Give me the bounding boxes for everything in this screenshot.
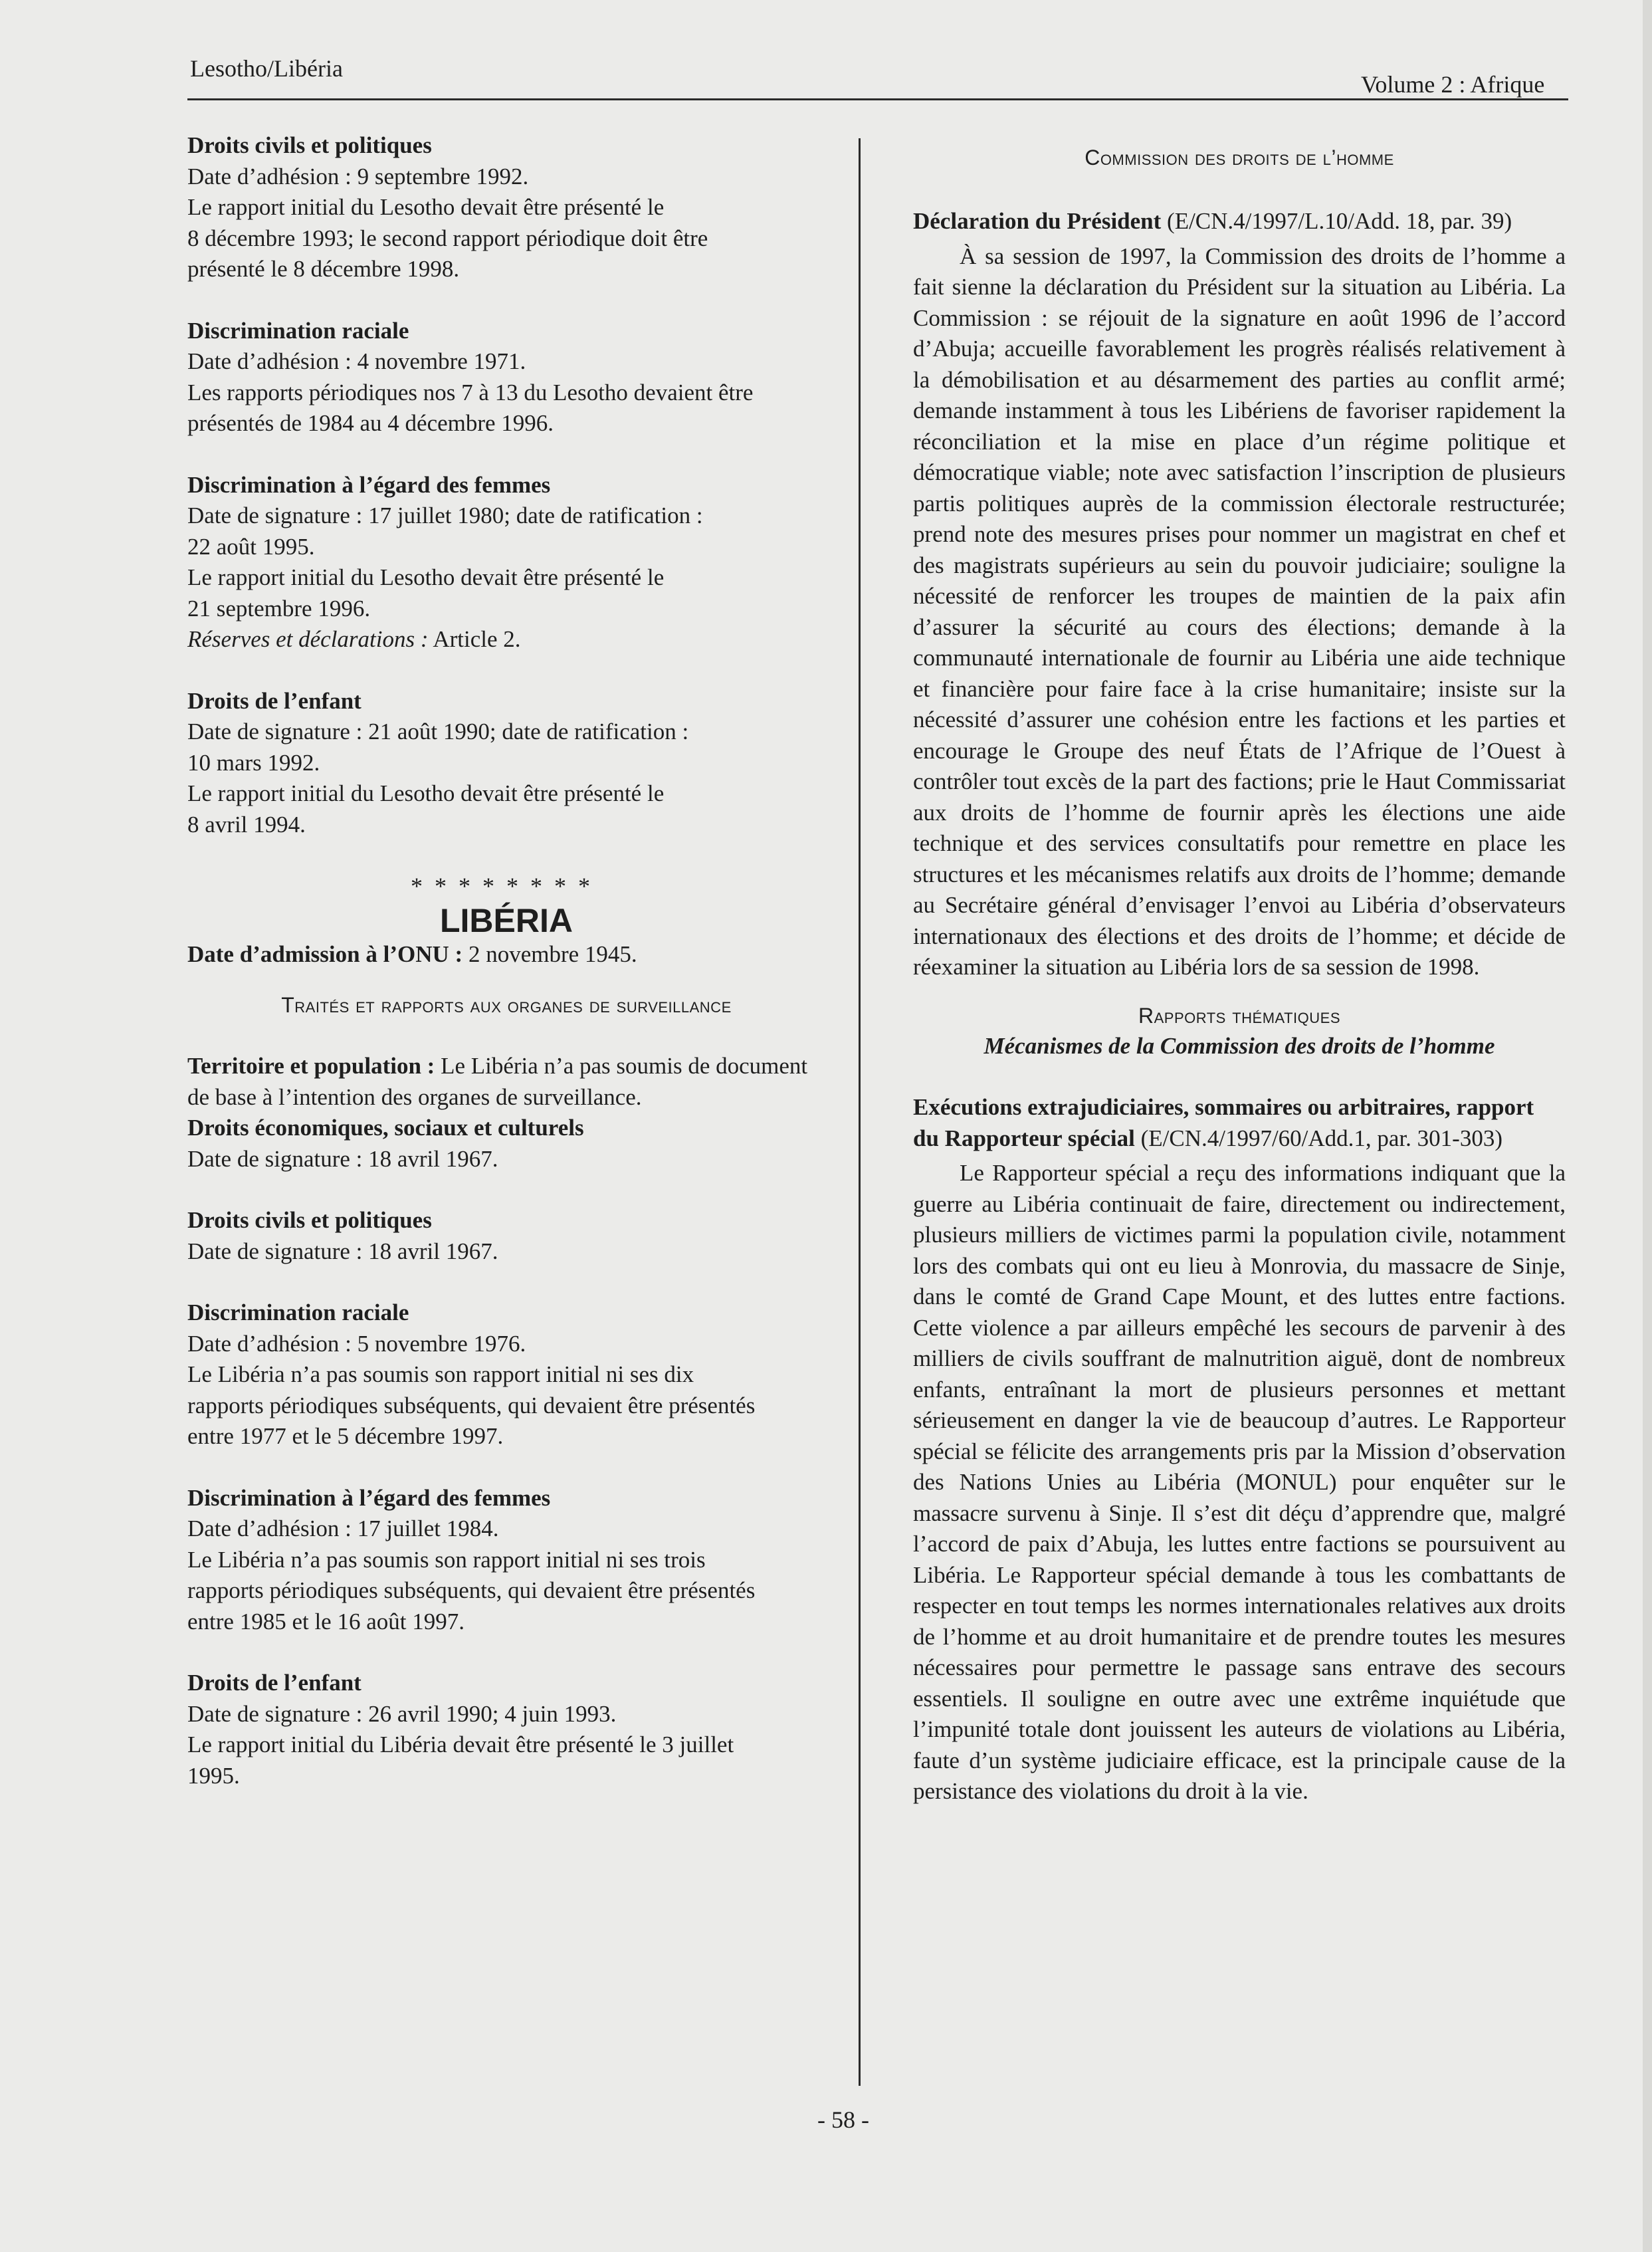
section-line: entre 1985 et le 16 août 1997. — [187, 1608, 465, 1634]
header-rule — [187, 98, 1568, 100]
section-line: 8 avril 1994. — [187, 811, 306, 838]
territory-label: Territoire et population : — [187, 1053, 435, 1079]
territory-value: Le Libéria n’a pas soumis de document de base à l’intention des organes de surveillance. — [187, 1053, 808, 1110]
section-line: rapports périodiques subséquents, qui devaient être présentés — [187, 1392, 756, 1418]
section-line: Date d’adhésion : 4 novembre 1971. — [187, 348, 526, 374]
liberia-section — [187, 1113, 825, 1175]
section-line: présentés de 1984 au 4 décembre 1996. — [187, 410, 554, 436]
running-header-right: Volume 2 : Afrique — [1361, 71, 1545, 98]
reserves-line — [187, 624, 825, 655]
section-line: 1995. — [187, 1762, 240, 1789]
running-header-left: Lesotho/Libéria — [190, 55, 343, 82]
section-line: Le rapport initial du Lesotho devait être présenté le — [187, 564, 665, 590]
lesotho-section — [187, 470, 825, 655]
thematic-subheading: Mécanismes de la Commission des droits de l’homme — [983, 1032, 1495, 1059]
section-title: Droits économiques, sociaux et culturels — [187, 1115, 584, 1141]
left-column — [187, 130, 825, 1822]
section-title: Droits de l’enfant — [187, 1670, 361, 1696]
commission-heading: Commission des droits de l’homme — [1084, 146, 1394, 169]
column-divider — [859, 138, 861, 2086]
admission-label: Date d’admission à l’ONU : — [187, 941, 463, 967]
liberia-section — [187, 1297, 825, 1452]
declaration-heading — [913, 206, 1566, 237]
scan-page-edge — [1643, 0, 1652, 2252]
section-line: Les rapports périodiques nos 7 à 13 du Lesotho devaient être — [187, 379, 754, 405]
section-line: présenté le 8 décembre 1998. — [187, 256, 460, 282]
declaration-title: Déclaration du Président — [913, 208, 1162, 234]
executions-body: Le Rapporteur spécial a reçu des informations indiquant que la guerre au Libéria continuait de faire, directement ou indirectement, plusieurs milliers de victimes parmi la population civile, notamment lors des combats qui ont eu lieu à Monrovia, du massacre de Sinje, dans le comté de Grand Cape Mount, et des luttes entre factions. Cette violence a par ailleurs empêché les secours de parvenir à des milliers de civils souffrant de malnutrition aiguë, dont de nombreux enfants, entraînant la mort de plusieurs personnes et mettant sérieusement en danger la vie de beaucoup d’autres. Le Rapporteur spécial se félicite des arrangements pris par la Mission d’observation des Nations Unies au Libéria (MONUL) pour enquêter sur le massacre survenu à Sinje. Il s’est dit déçu d’apprendre que, malgré l’accord de paix d’Abuja, les luttes entre factions se poursuivent au Libéria. Le Rapporteur spécial demande à tous les combattants de respecter en tout temps les normes internationales relatives aux droits de l’homme et au droit humanitaire et de prendre toutes les mesures nécessaires pour permettre le passage sans entrave des secours essentiels. Il souligne en outre avec une extrême inquiétude que l’impunité totale dont jouissent les auteurs de violations au Libéria, faute d’un système judiciaire efficace, est la principale cause de la persistance des violations du droit à la vie. — [913, 1160, 1566, 1804]
section-line: Le rapport initial du Libéria devait être présenté le 3 juillet — [187, 1732, 734, 1757]
separator-stars: ******** — [411, 873, 602, 899]
section-line: 21 septembre 1996. — [187, 595, 371, 621]
liberia-section — [187, 1483, 825, 1638]
lesotho-section — [187, 316, 825, 439]
admission-value: 2 novembre 1945. — [463, 941, 637, 967]
declaration-body: À sa session de 1997, la Commission des droits de l’homme a fait sienne la déclaration du Président sur la situation au Libéria. La Commission : se réjouit de la signature en août 1996 de l’accord d’Abuja; accueille favorablement les progrès réalisés relativement à la démobilisation et au désarmement des parties au conflit armé; demande instamment à tous les Libériens de favoriser rapidement la réconciliation et la mise en place d’un régime politique et démocratique viable; note avec satisfaction l’inscription de plusieurs partis politiques auprès de la commission électorale restructurée; prend note des mesures prises pour nommer un magistrat en chef et des magistrats supérieurs au sein du pouvoir judiciaire; souligne la nécessité de renforcer les troupes de maintien de la paix afin d’assurer la sécurité au cours des élections; demande à la communauté internationale de fournir au Libéria une aide technique et financière pour faire face à la crise humanitaire; insiste sur la nécessité d’assurer une cohésion entre les factions et les parties et encourage le Groupe des neuf États de l’Afrique de l’Ouest à contrôler tout excès de la part des factions; prie le Haut Commissariat aux droits de l’homme de fournir après les élections une aide technique et des services consultatifs pour remettre en place les structures et les mécanismes relatifs aux droits de l’homme; demande au Secrétaire général d’envisager l’envoi au Libéria d’observateurs internationaux des élections et des droits de l’homme; et décide de réexaminer la situation au Libéria lors de sa session de 1998. — [913, 243, 1566, 980]
section-title: Discrimination raciale — [187, 317, 409, 344]
page-number: - 58 - — [817, 2106, 869, 2133]
country-title: LIBÉRIA — [440, 901, 573, 939]
section-title: Discrimination à l’égard des femmes — [187, 471, 551, 498]
executions-heading — [913, 1092, 1566, 1154]
executions-ref: (E/CN.4/1997/60/Add.1, par. 301-303) — [1134, 1125, 1502, 1151]
reserves-value: Article 2. — [428, 626, 521, 652]
section-title: Droits civils et politiques — [187, 1207, 432, 1233]
section-title: Discrimination à l’égard des femmes — [187, 1484, 551, 1511]
section-line: entre 1977 et le 5 décembre 1997. — [187, 1423, 504, 1449]
section-line: Date de signature : 21 août 1990; date de ratification : — [187, 719, 689, 744]
liberia-section — [187, 1205, 825, 1267]
declaration-ref: (E/CN.4/1997/L.10/Add. 18, par. 39) — [1161, 208, 1512, 234]
section-line: 10 mars 1992. — [187, 749, 320, 776]
section-line: Date de signature : 17 juillet 1980; date de ratification : — [187, 503, 703, 528]
section-line: Le Libéria n’a pas soumis son rapport initial ni ses trois — [187, 1546, 706, 1573]
thematic-heading: Rapports thématiques — [1138, 1003, 1340, 1028]
section-line: Date de signature : 26 avril 1990; 4 juin 1993. — [187, 1700, 617, 1727]
section-line: Date de signature : 18 avril 1967. — [187, 1238, 498, 1264]
section-line: Le Libéria n’a pas soumis son rapport initial ni ses dix — [187, 1361, 694, 1387]
section-line: Date d’adhésion : 9 septembre 1992. — [187, 163, 529, 189]
section-line: Le rapport initial du Lesotho devait être présenté le — [187, 194, 665, 220]
section-line: Le rapport initial du Lesotho devait être présenté le — [187, 780, 665, 806]
treaties-heading: Traités et rapports aux organes de surveillance — [281, 993, 732, 1017]
section-line: 8 décembre 1993; le second rapport périodique doit être — [187, 225, 708, 251]
reserves-label: Réserves et déclarations : — [187, 626, 429, 652]
section-line: rapports périodiques subséquents, qui devaient être présentés — [187, 1577, 756, 1603]
section-line: Date de signature : 18 avril 1967. — [187, 1145, 498, 1172]
section-line: Date d’adhésion : 5 novembre 1976. — [187, 1330, 526, 1357]
territory-paragraph — [187, 1051, 825, 1113]
liberia-section — [187, 1668, 825, 1791]
section-title: Droits civils et politiques — [187, 132, 432, 158]
section-line: 22 août 1995. — [187, 533, 315, 560]
admission-line — [187, 939, 825, 970]
lesotho-section — [187, 686, 825, 841]
right-column — [913, 142, 1566, 1807]
executions-title: Exécutions extrajudiciaires, sommaires ou arbitraires, rapport du Rapporteur spécial — [913, 1094, 1534, 1151]
section-line: Date d’adhésion : 17 juillet 1984. — [187, 1516, 499, 1541]
section-title: Discrimination raciale — [187, 1299, 409, 1325]
lesotho-section — [187, 130, 825, 285]
section-title: Droits de l’enfant — [187, 687, 361, 714]
